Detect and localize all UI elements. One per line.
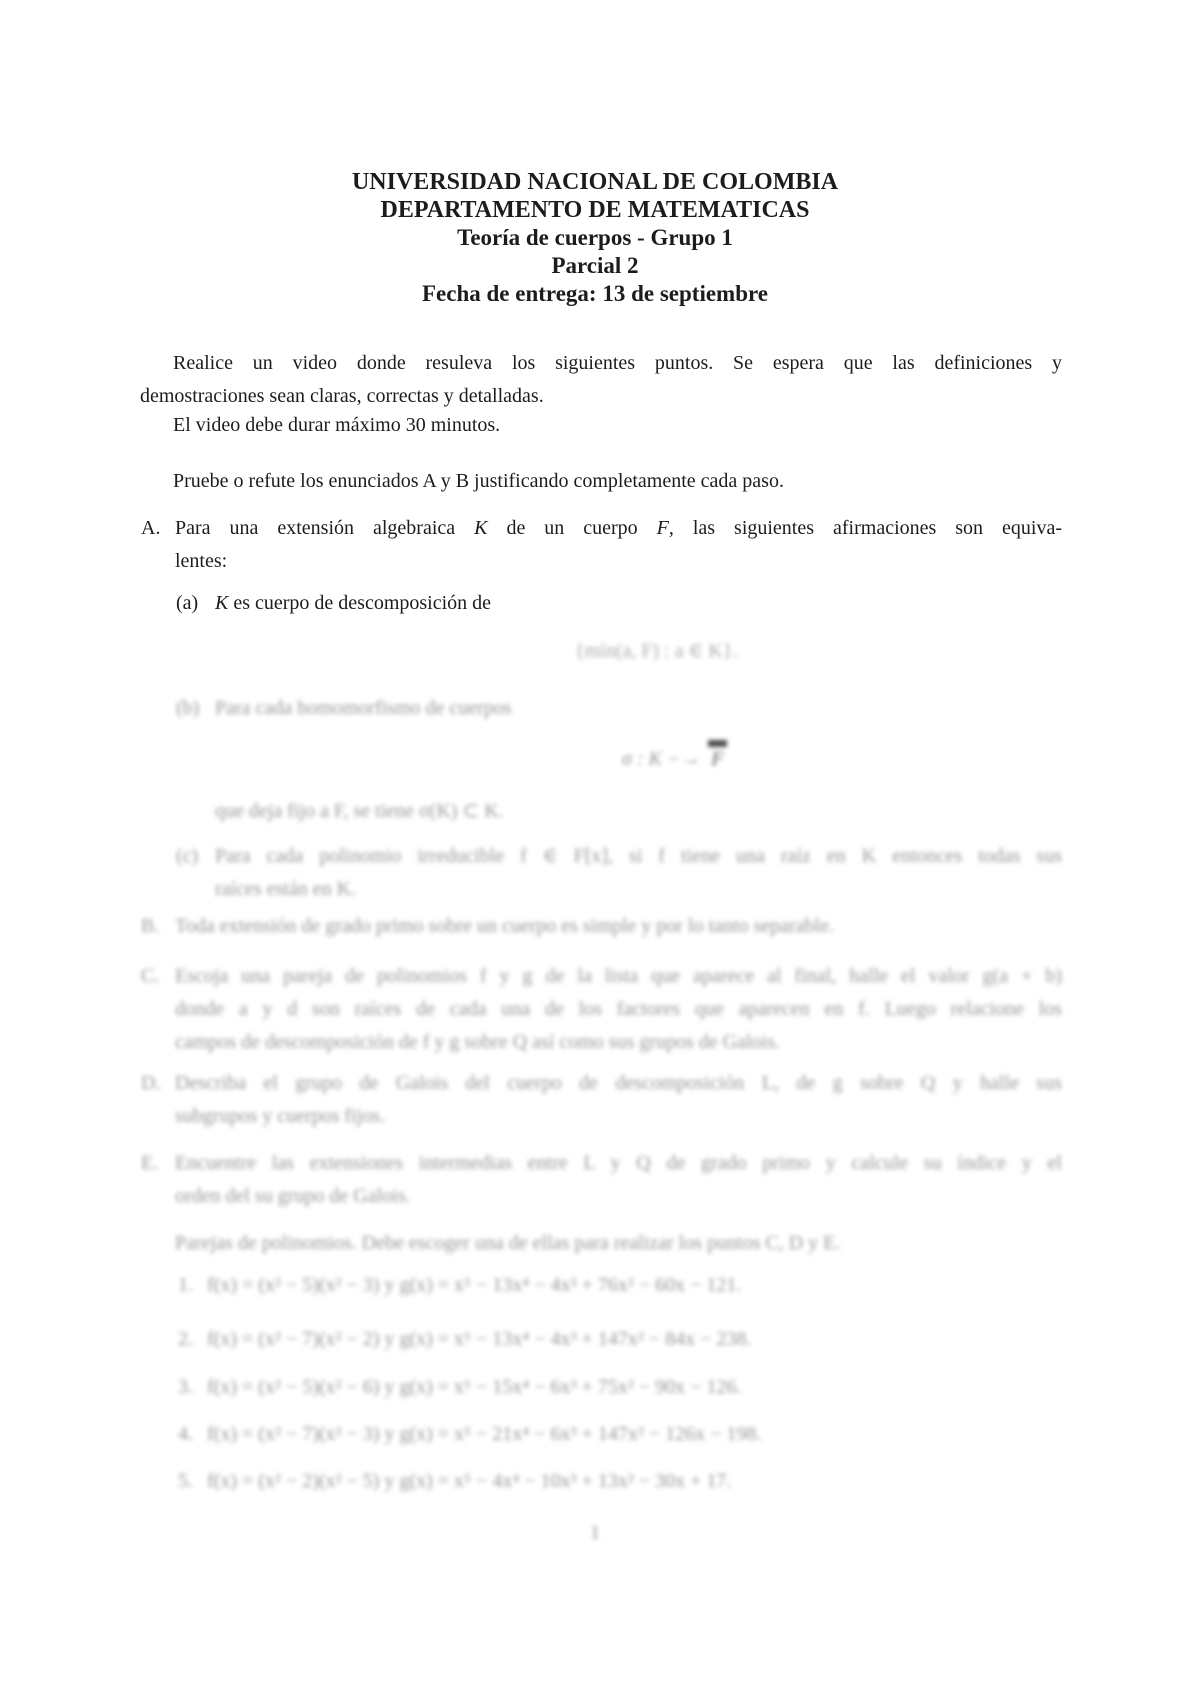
pair-4-text: f(x) = (x² − 7)(x² − 3) y g(x) = x⁵ − 21x⁴ − 6x³ + 147x² − 126x − 198.: [207, 1423, 762, 1445]
pair-5-text: f(x) = (x² − 2)(x² − 5) y g(x) = x⁵ − 4x⁴ − 10x³ + 13x² − 30x + 17.: [207, 1470, 732, 1492]
item-b-label: B.: [141, 915, 160, 937]
formula-sigma-lhs: σ : K −→: [622, 748, 701, 770]
item-a-line1-text2: de un cuerpo: [487, 517, 657, 539]
header-course: Teoría de cuerpos - Grupo 1: [457, 225, 733, 250]
item-a-sub-c-line2: raíces están en K.: [215, 878, 357, 900]
pair-5-number: 5.: [178, 1470, 193, 1492]
item-a-sub-b-label: (b): [176, 697, 200, 719]
item-e-line1: Encuentre las extensiones intermedias entre L y Q de grado primo y calcule su índice y el: [175, 1152, 1062, 1174]
item-a-sub-c-label: (c): [176, 845, 199, 867]
item-a-sub-b-continuation: que deja fijo a F, se tiene σ(K) ⊂ K.: [215, 800, 504, 822]
item-b-text: Toda extensión de grado primo sobre un cuerpo es simple y por lo tanto separable.: [175, 915, 834, 937]
item-e-label: E.: [141, 1152, 159, 1174]
item-d-line2: subgrupos y cuerpos fijos.: [175, 1105, 385, 1127]
item-a-line1-text3: , las siguientes afirmaciones son equiva-: [668, 517, 1062, 539]
math-K: K: [474, 517, 488, 539]
item-c-line1: Escoja una pareja de polinomios f y g de la lista que aparece al final, halle el valor g(a + b): [175, 965, 1062, 987]
pair-3-text: f(x) = (x² − 5)(x² − 6) y g(x) = x⁵ − 15x⁴ − 6x³ + 75x² − 90x − 126.: [207, 1376, 742, 1398]
item-a-sub-c-line1: Para cada polinomio irreducible f ∈ F[x], si f tiene una raíz en K entonces todas sus: [215, 845, 1062, 867]
math-K: K: [215, 592, 229, 614]
item-a-label: A.: [141, 517, 161, 539]
pair-1-text: f(x) = (x² − 5)(x² − 3) y g(x) = x⁵ − 13x⁴ − 4x³ + 76x² − 60x − 121.: [207, 1274, 742, 1296]
item-a-sub-b-text: Para cada homomorfismo de cuerpos: [215, 697, 512, 719]
math-F: F: [656, 517, 669, 539]
item-c-line3: campos de descomposición de f y g sobre Q así como sus grupos de Galois.: [175, 1031, 780, 1053]
item-d-label: D.: [141, 1072, 161, 1094]
pair-1-number: 1.: [178, 1274, 193, 1296]
item-a-line1: [175, 515, 1062, 541]
header-exam-title: Parcial 2: [551, 253, 639, 278]
intro-paragraph1-line2: demostraciones sean claras, correctas y detalladas.: [140, 385, 544, 407]
item-a-sub-a-text: [215, 590, 1062, 616]
item-a-line1-text1: Para una extensión algebraica: [175, 517, 475, 539]
document-header: [0, 168, 1190, 308]
pair-2-number: 2.: [178, 1328, 193, 1350]
pair-4-number: 4.: [178, 1423, 193, 1445]
pairs-intro: Parejas de polinomios. Debe escoger una de ellas para realizar los puntos C, D y E.: [175, 1232, 841, 1254]
formula-sigma-map: [622, 740, 727, 771]
header-due-date: Fecha de entrega: 13 de septiembre: [422, 281, 768, 306]
item-a-sub-a-label: (a): [176, 592, 199, 614]
header-department: DEPARTAMENTO DE MATEMATICAS: [380, 197, 810, 223]
page-number: 1: [590, 1522, 600, 1544]
intro-paragraph1-line1: Realice un video donde resuleva los siguientes puntos. Se espera que las definiciones y: [173, 352, 1062, 374]
item-a-line2: lentes:: [175, 550, 228, 572]
math-F-bar: F: [708, 740, 726, 771]
item-e-line2: orden del su grupo de Galois.: [175, 1185, 411, 1207]
item-d-line1: Describa el grupo de Galois del cuerpo de descomposición L, de g sobre Q y halle sus: [175, 1072, 1062, 1094]
intro-paragraph2: El video debe durar máximo 30 minutos.: [173, 414, 501, 436]
item-c-label: C.: [141, 965, 160, 987]
header-university: UNIVERSIDAD NACIONAL DE COLOMBIA: [351, 169, 839, 195]
pair-2-text: f(x) = (x² − 7)(x² − 2) y g(x) = x⁵ − 13x⁴ − 4x³ + 147x² − 84x − 238.: [207, 1328, 752, 1350]
item-a-sub-a-text-body: es cuerpo de descomposición de: [228, 592, 492, 614]
intro-paragraph3: Pruebe o refute los enunciados A y B justificando completamente cada paso.: [173, 470, 784, 492]
item-c-line2: donde a y d son raíces de cada una de los factores que aparecen en f. Luego relacione los: [175, 998, 1062, 1020]
formula-min-set: {mín(a, F) : a ∈ K}.: [575, 640, 738, 662]
pair-3-number: 3.: [178, 1376, 193, 1398]
